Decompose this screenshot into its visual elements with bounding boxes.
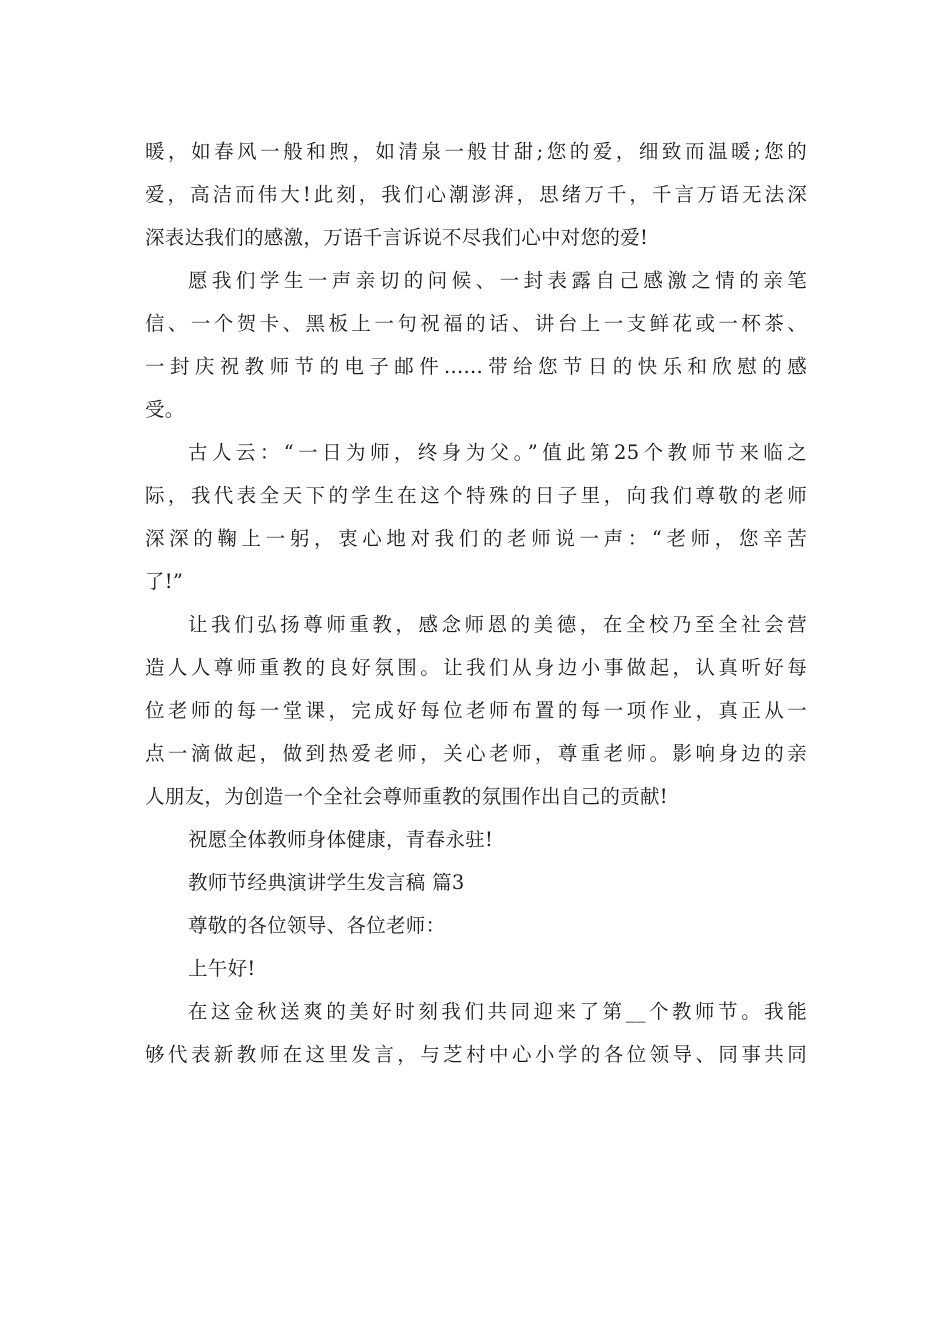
text-line: 古人云：“一日为师，终身为父。”值此第25个教师节来临之 xyxy=(188,441,807,464)
paragraph-teacher-love xyxy=(145,130,807,259)
text-line: 爱，高洁而伟大!此刻，我们心潮澎湃，思绪万千，千言万语无法深 xyxy=(145,183,807,206)
text-line: 深表达我们的感激，万语千言诉说不尽我们心中对您的爱! xyxy=(145,226,649,249)
text-line: 暖，如春风一般和煦，如清泉一般甘甜;您的爱，细致而温暖;您的 xyxy=(145,140,807,163)
text-line: 位老师的每一堂课，完成好每位老师布置的每一项作业，真正从一 xyxy=(145,699,807,722)
greeting: 上午好! xyxy=(188,957,256,980)
text-line: 际，我代表全天下的学生在这个特殊的日子里，向我们尊敬的老师 xyxy=(145,484,807,507)
text-line: 受。 xyxy=(145,398,185,421)
text-line: 了!” xyxy=(145,570,184,593)
paragraph-new-teacher xyxy=(145,990,807,1076)
text-line: 深深的鞠上一躬，衷心地对我们的老师说一声：“老师，您辛苦 xyxy=(145,527,807,550)
paragraph-ancient-saying xyxy=(145,431,807,603)
paragraph-respect-teachers xyxy=(145,603,807,818)
text-line: 信、一个贺卡、黑板上一句祝福的话、讲台上一支鲜花或一杯茶、 xyxy=(145,312,807,335)
paragraph-student-wishes xyxy=(145,259,807,431)
text-line: 一封庆祝教师节的电子邮件......带给您节日的快乐和欣慰的感 xyxy=(145,355,807,378)
text-line: 够代表新教师在这里发言，与芝村中心小学的各位领导、同事共同 xyxy=(145,1043,807,1066)
text-line: 人朋友，为创造一个全社会尊师重教的氛围作出自己的贡献! xyxy=(145,785,668,808)
text-line: 点一滴做起，做到热爱老师，关心老师，尊重老师。影响身边的亲 xyxy=(145,742,807,765)
text-line: 造人人尊师重教的良好氛围。让我们从身边小事做起，认真听好每 xyxy=(145,656,807,679)
closing-wish: 祝愿全体教师身体健康，青春永驻! xyxy=(188,828,494,851)
text-line: 在这金秋送爽的美好时刻我们共同迎来了第__个教师节。我能 xyxy=(188,1000,807,1023)
text-line: 让我们弘扬尊师重教，感念师恩的美德，在全校乃至全社会营 xyxy=(188,613,807,636)
text-line: 愿我们学生一声亲切的问候、一封表露自己感激之情的亲笔 xyxy=(188,269,807,292)
document-body xyxy=(145,130,807,1076)
section-title: 教师节经典演讲学生发言稿 篇3 xyxy=(188,871,465,894)
salutation: 尊敬的各位领导、各位老师： xyxy=(188,914,446,937)
